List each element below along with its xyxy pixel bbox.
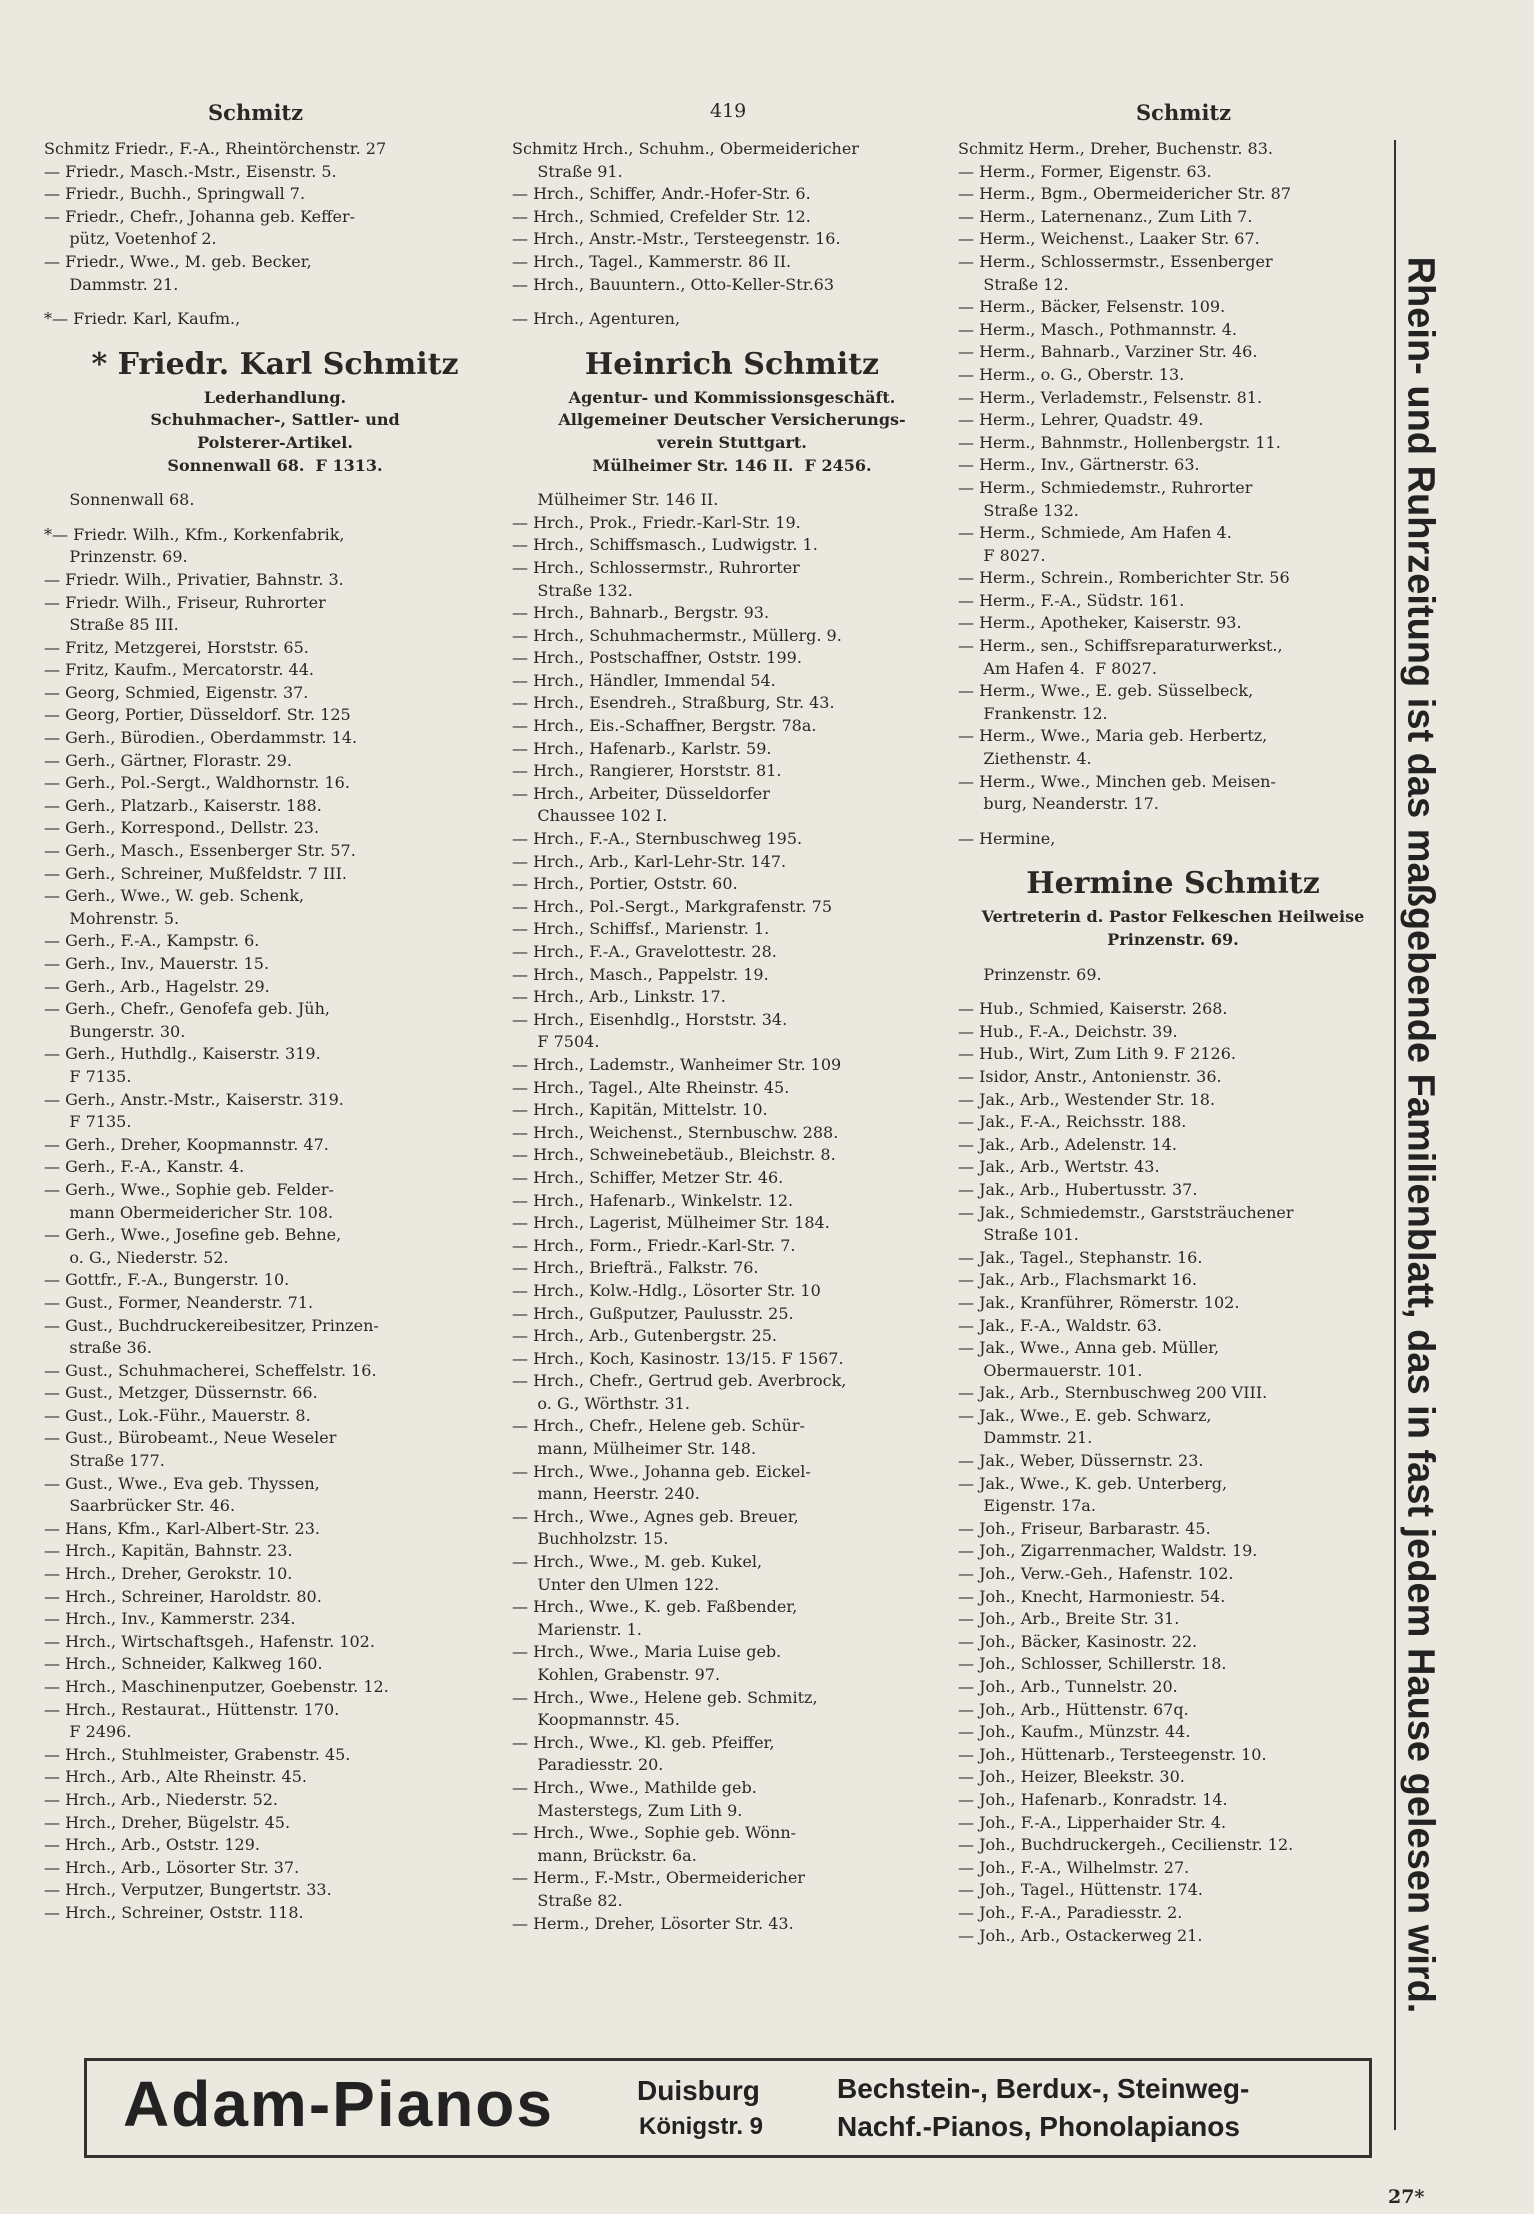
directory-entry: — Gerh., Anstr.-Mstr., Kaiserstr. 319. xyxy=(44,1089,344,1109)
directory-entry: — Gust., Bürobeamt., Neue Weseler xyxy=(44,1428,337,1448)
directory-entry: — Gerh., Arb., Hagelstr. 29. xyxy=(44,976,270,996)
directory-entry: — Friedr., Chefr., Johanna geb. Keffer- xyxy=(44,206,356,226)
directory-entry: — Herm., Inv., Gärtnerstr. 63. xyxy=(958,455,1200,475)
directory-entry: — Hrch., Schiffer, Metzer Str. 46. xyxy=(512,1167,784,1187)
directory-entry: — Herm., Laternenanz., Zum Lith 7. xyxy=(958,206,1253,226)
directory-entry: — Jak., Wwe., E. geb. Schwarz, xyxy=(958,1405,1212,1425)
directory-entry: — Joh., F.-A., Lipperhaider Str. 4. xyxy=(958,1812,1227,1832)
directory-entry: Marienstr. 1. xyxy=(512,1619,642,1639)
directory-entry: — Joh., Arb., Breite Str. 31. xyxy=(958,1609,1180,1629)
directory-entry: Straße 85 III. xyxy=(44,615,179,635)
directory-entry: — Joh., Heizer, Bleekstr. 30. xyxy=(958,1767,1185,1787)
piano-advertisement xyxy=(84,2058,1372,2158)
directory-entry: — Friedr. Wilh., Privatier, Bahnstr. 3. xyxy=(44,569,344,589)
directory-entry: — Gerh., Platzarb., Kaiserstr. 188. xyxy=(44,795,322,815)
directory-entry: *— Friedr. Karl, Kaufm., xyxy=(44,309,241,329)
directory-entry: Schmitz Hrch., Schuhm., Obermeidericher xyxy=(512,139,859,158)
directory-entry: — Hrch., Pol.-Sergt., Markgrafenstr. 75 xyxy=(512,896,833,916)
directory-entry: — Hrch., Lagerist, Mülheimer Str. 184. xyxy=(512,1213,830,1233)
directory-entry: — Hrch., Maschinenputzer, Goebenstr. 12. xyxy=(44,1677,389,1696)
directory-entry: — Joh., F.-A., Wilhelmstr. 27. xyxy=(958,1857,1190,1877)
directory-entry: — Hrch., Schiffer, Andr.-Hofer-Str. 6. xyxy=(512,184,811,204)
directory-entry: F 7504. xyxy=(512,1032,600,1052)
directory-entry: — Hans, Kfm., Karl-Albert-Str. 23. xyxy=(44,1518,320,1538)
directory-entry: — Hrch., Postschaffner, Oststr. 199. xyxy=(512,648,802,668)
directory-entry: — Hrch., Schiffsf., Marienstr. 1. xyxy=(512,919,770,939)
directory-entry: — Herm., F.-A., Südstr. 161. xyxy=(958,590,1185,610)
directory-entry: — Hrch., Wwe., Sophie geb. Wönn- xyxy=(512,1823,797,1843)
directory-entry: Schmitz Friedr., F.-A., Rheintörchenstr. 27 xyxy=(44,139,387,158)
directory-entry: — Hrch., Wwe., M. geb. Kukel, xyxy=(512,1552,763,1572)
directory-entry: — Hrch., Wwe., Helene geb. Schmitz, xyxy=(512,1687,818,1707)
directory-entry: — Friedr., Buchh., Springwall 7. xyxy=(44,184,306,204)
directory-entry: — Hrch., Arb., Alte Rheinstr. 45. xyxy=(44,1767,307,1787)
spacer xyxy=(958,816,1388,828)
sidebar-slogan: Rhein- und Ruhrzeitung ist das maßgebende Familienblatt, das in fast jedem Hause gelesen wird. xyxy=(1399,256,1442,2014)
directory-entry: — Gerh., Dreher, Koopmannstr. 47. xyxy=(44,1134,329,1154)
directory-entry: — Hrch., Form., Friedr.-Karl-Str. 7. xyxy=(512,1235,796,1255)
directory-entry: — Friedr., Wwe., M. geb. Becker, xyxy=(44,251,312,271)
directory-entry: — Joh., Hafenarb., Konradstr. 14. xyxy=(958,1789,1228,1809)
business-advert-line: Allgemeiner Deutscher Versicherungs- xyxy=(558,410,906,430)
directory-entry: — Joh., Buchdruckergeh., Cecilienstr. 12. xyxy=(958,1835,1294,1855)
directory-entry: Dammstr. 21. xyxy=(958,1428,1093,1448)
directory-entry: Eigenstr. 17a. xyxy=(958,1496,1096,1516)
directory-entry: — Gust., Former, Neanderstr. 71. xyxy=(44,1292,314,1312)
newspaper-advert-sidebar xyxy=(1394,140,1444,2130)
directory-entry: — Hrch., Tagel., Alte Rheinstr. 45. xyxy=(512,1077,790,1097)
directory-entry: — Joh., Arb., Hüttenstr. 67q. xyxy=(958,1699,1189,1719)
directory-entry: — Jak., Arb., Wertstr. 43. xyxy=(958,1157,1160,1177)
directory-entry: — Hrch., Chefr., Helene geb. Schür- xyxy=(512,1416,805,1436)
directory-entry: — Gust., Buchdruckereibesitzer, Prinzen- xyxy=(44,1315,379,1335)
directory-entry: — Gerh., Korrespond., Dellstr. 23. xyxy=(44,818,320,838)
directory-entry: Unter den Ulmen 122. xyxy=(512,1574,720,1594)
directory-entry: — Herm., Apotheker, Kaiserstr. 93. xyxy=(958,613,1242,633)
business-advert-line: Lederhandlung. xyxy=(203,387,347,407)
business-advert-line: Hermine Schmitz xyxy=(1026,866,1320,902)
directory-entry: — Hrch., Agenturen, xyxy=(512,309,681,329)
directory-entry: — Hrch., Portier, Oststr. 60. xyxy=(512,874,738,894)
directory-entry: — Hub., Schmied, Kaiserstr. 268. xyxy=(958,999,1228,1019)
spacer xyxy=(44,296,506,308)
directory-entry: — Herm., Bahnmstr., Hollenbergstr. 11. xyxy=(958,432,1281,452)
directory-entry: — Hrch., Gußputzer, Paulusstr. 25. xyxy=(512,1303,794,1323)
directory-entry: Paradiesstr. 20. xyxy=(512,1755,664,1775)
spacer xyxy=(958,952,1388,964)
directory-entry: — Hermine, xyxy=(958,828,1056,848)
directory-entry: — Hrch., Wirtschaftsgeh., Hafenstr. 102. xyxy=(44,1631,375,1651)
directory-entry: Prinzenstr. 69. xyxy=(44,547,188,567)
directory-entry: — Gerh., F.-A., Kampstr. 6. xyxy=(44,931,260,951)
directory-entry: — Joh., Zigarrenmacher, Waldstr. 19. xyxy=(958,1541,1258,1561)
directory-entry: — Hrch., Arb., Niederstr. 52. xyxy=(44,1789,279,1809)
directory-entry: — Hrch., Schreiner, Haroldstr. 80. xyxy=(44,1586,322,1606)
directory-entry: Obermauerstr. 101. xyxy=(958,1360,1143,1380)
directory-entry: straße 36. xyxy=(44,1338,152,1358)
directory-entry: — Jak., Arb., Hubertusstr. 37. xyxy=(958,1179,1198,1199)
directory-entry: Schmitz Herm., Dreher, Buchenstr. 83. xyxy=(958,139,1273,158)
directory-entry: — Herm., Schmiedemstr., Ruhrorter xyxy=(958,477,1253,497)
spacer xyxy=(512,296,952,308)
directory-entry: — Hrch., Weichenst., Sternbuschw. 288. xyxy=(512,1122,839,1142)
directory-entry: — Jak., Kranführer, Römerstr. 102. xyxy=(958,1292,1240,1312)
directory-entry: Koopmannstr. 45. xyxy=(512,1710,680,1730)
directory-entry: Sonnenwall 68. xyxy=(44,490,195,510)
ad-company-name: Adam-Pianos xyxy=(123,2068,554,2140)
directory-entry: — Hrch., Arb., Gutenbergstr. 25. xyxy=(512,1326,777,1346)
directory-entry: — Hrch., F.-A., Sternbuschweg 195. xyxy=(512,829,803,849)
directory-entry: — Hrch., Hafenarb., Winkelstr. 12. xyxy=(512,1190,794,1210)
business-advert-line: Polsterer-Artikel. xyxy=(197,432,353,452)
directory-entry: Mohrenstr. 5. xyxy=(44,908,180,928)
directory-entry: — Hrch., Lademstr., Wanheimer Str. 109 xyxy=(512,1054,842,1074)
directory-entry: — Gerh., Pol.-Sergt., Waldhornstr. 16. xyxy=(44,773,350,793)
directory-entry: — Hrch., Wwe., K. geb. Faßbender, xyxy=(512,1597,798,1617)
directory-entry: Ziethenstr. 4. xyxy=(958,749,1092,769)
directory-entry: — Hrch., Hafenarb., Karlstr. 59. xyxy=(512,738,772,758)
directory-entry: F 2496. xyxy=(44,1722,132,1742)
directory-entry: F 7135. xyxy=(44,1112,132,1132)
directory-entry: — Herm., Schrein., Romberichter Str. 56 xyxy=(958,568,1290,588)
directory-entry: — Herm., Lehrer, Quadstr. 49. xyxy=(958,410,1204,430)
business-advert-line: verein Stuttgart. xyxy=(657,432,807,452)
directory-entry: — Herm., sen., Schiffsreparaturwerkst., xyxy=(958,636,1283,656)
spacer xyxy=(512,477,952,489)
directory-entry: — Gerh., F.-A., Kanstr. 4. xyxy=(44,1157,245,1177)
spacer xyxy=(44,331,506,343)
directory-entry: — Hrch., Schiffsmasch., Ludwigstr. 1. xyxy=(512,535,818,555)
page-number: 419 xyxy=(710,100,747,122)
directory-entry: — Herm., Wwe., Maria geb. Herbertz, xyxy=(958,726,1268,746)
directory-entry: Straße 91. xyxy=(512,161,623,181)
directory-entry: — Hrch., Eis.-Schaffner, Bergstr. 78a. xyxy=(512,716,817,736)
directory-entry: burg, Neanderstr. 17. xyxy=(958,794,1159,814)
directory-entry: — Hub., F.-A., Deichstr. 39. xyxy=(958,1021,1178,1041)
directory-entry: — Gust., Schuhmacherei, Scheffelstr. 16. xyxy=(44,1360,377,1380)
spacer xyxy=(512,331,952,343)
directory-entry: — Joh., Bäcker, Kasinostr. 22. xyxy=(958,1631,1198,1651)
directory-entry: — Gust., Wwe., Eva geb. Thyssen, xyxy=(44,1473,320,1493)
directory-entry: — Hrch., Arbeiter, Düsseldorfer xyxy=(512,783,770,803)
directory-entry: — Gerh., Wwe., W. geb. Schenk, xyxy=(44,886,305,906)
directory-entry: — Hrch., Schmied, Crefelder Str. 12. xyxy=(512,206,811,226)
directory-entry: — Fritz, Kaufm., Mercatorstr. 44. xyxy=(44,660,314,680)
directory-entry: — Herm., Schmiede, Am Hafen 4. xyxy=(958,523,1232,543)
directory-entry: — Hrch., Schuhmachermstr., Müllerg. 9. xyxy=(512,625,842,645)
directory-entry: — Hrch., Bauuntern., Otto-Keller-Str.63 xyxy=(512,274,835,294)
directory-entry: Frankenstr. 12. xyxy=(958,703,1108,723)
directory-column-3 xyxy=(958,138,1388,1947)
directory-entry: — Joh., Schlosser, Schillerstr. 18. xyxy=(958,1654,1227,1674)
directory-entry: — Friedr., Masch.-Mstr., Eisenstr. 5. xyxy=(44,161,337,181)
directory-entry: — Hrch., Verputzer, Bungertstr. 33. xyxy=(44,1880,332,1900)
directory-entry: — Gerh., Gärtner, Florastr. 29. xyxy=(44,750,292,770)
directory-entry: Saarbrücker Str. 46. xyxy=(44,1496,236,1516)
directory-entry: Mülheimer Str. 146 II. xyxy=(512,490,719,510)
directory-entry: — Hrch., Prok., Friedr.-Karl-Str. 19. xyxy=(512,512,801,532)
directory-entry: — Gerh., Schreiner, Mußfeldstr. 7 III. xyxy=(44,863,347,883)
directory-entry: — Joh., Arb., Tunnelstr. 20. xyxy=(958,1677,1178,1696)
directory-entry: — Gust., Lok.-Führ., Mauerstr. 8. xyxy=(44,1405,311,1425)
business-advert-line: Prinzenstr. 69. xyxy=(1107,930,1239,949)
directory-entry: Straße 82. xyxy=(512,1890,623,1910)
directory-entry: — Jak., Wwe., Anna geb. Müller, xyxy=(958,1338,1220,1358)
directory-entry: Bungerstr. 30. xyxy=(44,1021,186,1041)
ad-brands-line-2: Nachf.-Pianos, Phonolapianos xyxy=(837,2111,1240,2142)
directory-entry: — Hrch., Tagel., Kammerstr. 86 II. xyxy=(512,251,792,271)
directory-entry: — Herm., Bahnarb., Varziner Str. 46. xyxy=(958,342,1258,362)
directory-entry: — Joh., Arb., Ostackerweg 21. xyxy=(958,1925,1203,1945)
directory-entry: — Jak., F.-A., Reichsstr. 188. xyxy=(958,1112,1187,1132)
directory-entry: — Herm., Masch., Pothmannstr. 4. xyxy=(958,319,1238,339)
directory-entry: — Hrch., Schlossermstr., Ruhrorter xyxy=(512,557,800,577)
directory-entry: — Joh., Tagel., Hüttenstr. 174. xyxy=(958,1880,1203,1900)
directory-entry: — Hrch., Kapitän, Mittelstr. 10. xyxy=(512,1100,768,1120)
directory-entry: — Joh., Verw.-Geh., Hafenstr. 102. xyxy=(958,1564,1234,1584)
directory-entry: Dammstr. 21. xyxy=(44,274,179,294)
directory-entry: — Hrch., Kolw.-Hdlg., Lösorter Str. 10 xyxy=(512,1280,821,1300)
directory-entry: — Hrch., Rangierer, Horststr. 81. xyxy=(512,761,782,781)
directory-entry: — Friedr. Wilh., Friseur, Ruhrorter xyxy=(44,592,326,612)
directory-entry: — Hrch., F.-A., Gravelottestr. 28. xyxy=(512,942,777,961)
business-advert-line: Agentur- und Kommissionsgeschäft. xyxy=(568,387,896,407)
directory-entry: — Herm., Wwe., E. geb. Süsselbeck, xyxy=(958,681,1254,701)
directory-entry: — Gust., Metzger, Düssernstr. 66. xyxy=(44,1383,318,1403)
directory-entry: — Georg, Schmied, Eigenstr. 37. xyxy=(44,682,309,702)
directory-entry: — Gerh., Inv., Mauerstr. 15. xyxy=(44,954,270,973)
directory-entry: — Herm., Bäcker, Felsenstr. 109. xyxy=(958,297,1226,317)
directory-entry: — Gerh., Chefr., Genofefa geb. Jüh, xyxy=(44,999,330,1019)
directory-entry: mann, Brückstr. 6a. xyxy=(512,1845,697,1865)
directory-entry: — Hrch., Händler, Immendal 54. xyxy=(512,670,776,690)
directory-entry: — Joh., Kaufm., Münzstr. 44. xyxy=(958,1722,1191,1742)
directory-entry: — Herm., Verlademstr., Felsenstr. 81. xyxy=(958,387,1263,407)
directory-entry: — Jak., Arb., Flachsmarkt 16. xyxy=(958,1270,1197,1290)
directory-entry: — Hrch., Koch, Kasinostr. 13/15. F 1567. xyxy=(512,1348,844,1368)
directory-entry: — Jak., Tagel., Stephanstr. 16. xyxy=(958,1247,1203,1267)
directory-entry: — Gottfr., F.-A., Bungerstr. 10. xyxy=(44,1270,290,1290)
directory-entry: — Gerh., Wwe., Josefine geb. Behne, xyxy=(44,1225,342,1245)
directory-entry: Masterstegs, Zum Lith 9. xyxy=(512,1800,743,1820)
directory-entry: — Hrch., Wwe., Kl. geb. Pfeiffer, xyxy=(512,1732,775,1752)
directory-entry: — Gerh., Wwe., Sophie geb. Felder- xyxy=(44,1179,334,1199)
directory-entry: — Hrch., Arb., Lösorter Str. 37. xyxy=(44,1857,300,1877)
directory-entry: — Hrch., Dreher, Bügelstr. 45. xyxy=(44,1812,291,1832)
ad-city: Duisburg xyxy=(637,2075,760,2106)
directory-entry: — Hrch., Wwe., Maria Luise geb. xyxy=(512,1642,782,1662)
directory-entry: — Jak., Weber, Düssernstr. 23. xyxy=(958,1451,1204,1471)
directory-entry: — Hrch., Schreiner, Oststr. 118. xyxy=(44,1902,304,1922)
business-advert-line: Schuhmacher-, Sattler- und xyxy=(150,410,400,430)
directory-column-1 xyxy=(44,138,506,1925)
directory-entry: — Hrch., Anstr.-Mstr., Tersteegenstr. 16. xyxy=(512,229,841,249)
directory-entry: — Hrch., Schneider, Kalkweg 160. xyxy=(44,1654,323,1674)
directory-entry: mann, Mülheimer Str. 148. xyxy=(512,1439,757,1459)
directory-entry: F 7135. xyxy=(44,1066,132,1086)
directory-entry: — Herm., Bgm., Obermeidericher Str. 87 xyxy=(958,184,1292,204)
directory-entry: — Herm., Former, Eigenstr. 63. xyxy=(958,161,1212,181)
directory-entry: — Hrch., Arb., Oststr. 129. xyxy=(44,1835,260,1855)
directory-entry: — Hrch., Bahnarb., Bergstr. 93. xyxy=(512,603,770,623)
directory-entry: — Fritz, Metzgerei, Horststr. 65. xyxy=(44,637,309,657)
directory-entry: pütz, Voetenhof 2. xyxy=(44,229,217,249)
directory-entry: — Hrch., Restaurat., Hüttenstr. 170. xyxy=(44,1699,340,1719)
directory-entry: — Hrch., Masch., Pappelstr. 19. xyxy=(512,964,769,984)
directory-entry: F 8027. xyxy=(958,545,1046,565)
directory-entry: — Herm., Weichenst., Laaker Str. 67. xyxy=(958,229,1260,249)
spacer xyxy=(958,850,1388,862)
directory-entry: — Hrch., Arb., Karl-Lehr-Str. 147. xyxy=(512,851,787,871)
directory-entry: — Herm., Wwe., Minchen geb. Meisen- xyxy=(958,771,1276,791)
business-advert-line: Sonnenwall 68. F 1313. xyxy=(167,455,383,475)
directory-entry: — Herm., F.-Mstr., Obermeidericher xyxy=(512,1868,805,1888)
directory-entry: Kohlen, Grabenstr. 97. xyxy=(512,1665,721,1684)
directory-entry: Straße 101. xyxy=(958,1225,1079,1245)
directory-entry: *— Friedr. Wilh., Kfm., Korkenfabrik, xyxy=(44,524,345,544)
directory-entry: — Jak., Wwe., K. geb. Unterberg, xyxy=(958,1473,1228,1493)
directory-entry: — Hrch., Wwe., Agnes geb. Breuer, xyxy=(512,1506,799,1526)
running-head-right: Schmitz xyxy=(1136,100,1232,125)
directory-entry: — Hrch., Esendreh., Straßburg, Str. 43. xyxy=(512,693,835,713)
directory-entry: — Isidor, Anstr., Antonienstr. 36. xyxy=(958,1066,1222,1086)
directory-entry: mann, Heerstr. 240. xyxy=(512,1484,700,1504)
spacer xyxy=(958,986,1388,998)
directory-entry: — Hrch., Wwe., Mathilde geb. xyxy=(512,1777,757,1797)
directory-entry: — Jak., Schmiedemstr., Garststräuchener xyxy=(958,1202,1294,1222)
directory-entry: — Gerh., Huthdlg., Kaiserstr. 319. xyxy=(44,1044,321,1064)
directory-entry: mann Obermeidericher Str. 108. xyxy=(44,1202,334,1222)
directory-entry: Chaussee 102 I. xyxy=(512,806,668,826)
directory-entry: — Herm., o. G., Oberstr. 13. xyxy=(958,364,1185,384)
directory-entry: — Hrch., Wwe., Johanna geb. Eickel- xyxy=(512,1461,811,1481)
spacer xyxy=(44,512,506,524)
signature-mark: 27* xyxy=(1388,2186,1425,2208)
directory-entry: — Herm., Schlossermstr., Essenberger xyxy=(958,251,1273,271)
directory-entry: — Joh., Knecht, Harmoniestr. 54. xyxy=(958,1586,1226,1606)
directory-entry: — Hrch., Chefr., Gertrud geb. Averbrock, xyxy=(512,1371,847,1391)
directory-entry: Buchholzstr. 15. xyxy=(512,1529,669,1549)
directory-entry: — Jak., Arb., Westender Str. 18. xyxy=(958,1089,1216,1109)
directory-entry: — Hrch., Kapitän, Bahnstr. 23. xyxy=(44,1541,293,1561)
ad-address: Königstr. 9 xyxy=(639,2113,764,2140)
directory-entry: Am Hafen 4. F 8027. xyxy=(958,658,1157,678)
directory-entry: — Hrch., Stuhlmeister, Grabenstr. 45. xyxy=(44,1744,351,1764)
directory-entry: — Herm., Dreher, Lösorter Str. 43. xyxy=(512,1913,794,1933)
directory-entry: — Jak., Arb., Sternbuschweg 200 VIII. xyxy=(958,1383,1268,1403)
directory-column-2 xyxy=(512,138,952,1935)
running-head-left: Schmitz xyxy=(208,100,304,125)
ad-brands-line-1: Bechstein-, Berdux-, Steinweg- xyxy=(837,2073,1250,2104)
directory-entry: — Hub., Wirt, Zum Lith 9. F 2126. xyxy=(958,1044,1236,1064)
directory-entry: Straße 132. xyxy=(512,580,633,600)
directory-entry: o. G., Niederstr. 52. xyxy=(44,1247,229,1267)
directory-entry: o. G., Wörthstr. 31. xyxy=(512,1393,690,1413)
directory-entry: — Joh., F.-A., Paradiesstr. 2. xyxy=(958,1902,1183,1922)
directory-entry: Prinzenstr. 69. xyxy=(958,964,1102,984)
directory-entry: — Hrch., Arb., Linkstr. 17. xyxy=(512,987,726,1007)
directory-entry: — Hrch., Briefträ., Falkstr. 76. xyxy=(512,1258,759,1278)
directory-entry: — Joh., Friseur, Barbarastr. 45. xyxy=(958,1518,1211,1538)
directory-entry: Straße 177. xyxy=(44,1451,165,1471)
spacer xyxy=(44,477,506,489)
business-advert-line: Vertreterin d. Pastor Felkeschen Heilweise xyxy=(981,907,1365,927)
directory-entry: — Hrch., Inv., Kammerstr. 234. xyxy=(44,1609,296,1629)
business-advert-line: Heinrich Schmitz xyxy=(584,346,880,382)
directory-entry: — Gerh., Bürodien., Oberdammstr. 14. xyxy=(44,728,358,748)
business-advert-line: * Friedr. Karl Schmitz xyxy=(91,346,459,382)
directory-entry: — Hrch., Schweinebetäub., Bleichstr. 8. xyxy=(512,1145,836,1165)
directory-entry: Straße 12. xyxy=(958,274,1069,294)
business-advert-line: Mülheimer Str. 146 II. F 2456. xyxy=(592,455,872,475)
directory-entry: Straße 132. xyxy=(958,500,1079,520)
directory-entry: — Hrch., Eisenhdlg., Horststr. 34. xyxy=(512,1009,788,1029)
directory-entry: — Joh., Hüttenarb., Tersteegenstr. 10. xyxy=(958,1744,1267,1764)
directory-entry: — Georg, Portier, Düsseldorf. Str. 125 xyxy=(44,705,351,725)
directory-entry: — Jak., Arb., Adelenstr. 14. xyxy=(958,1134,1177,1154)
directory-entry: — Jak., F.-A., Waldstr. 63. xyxy=(958,1315,1163,1335)
directory-entry: — Hrch., Dreher, Gerokstr. 10. xyxy=(44,1564,293,1584)
directory-entry: — Gerh., Masch., Essenberger Str. 57. xyxy=(44,841,356,861)
